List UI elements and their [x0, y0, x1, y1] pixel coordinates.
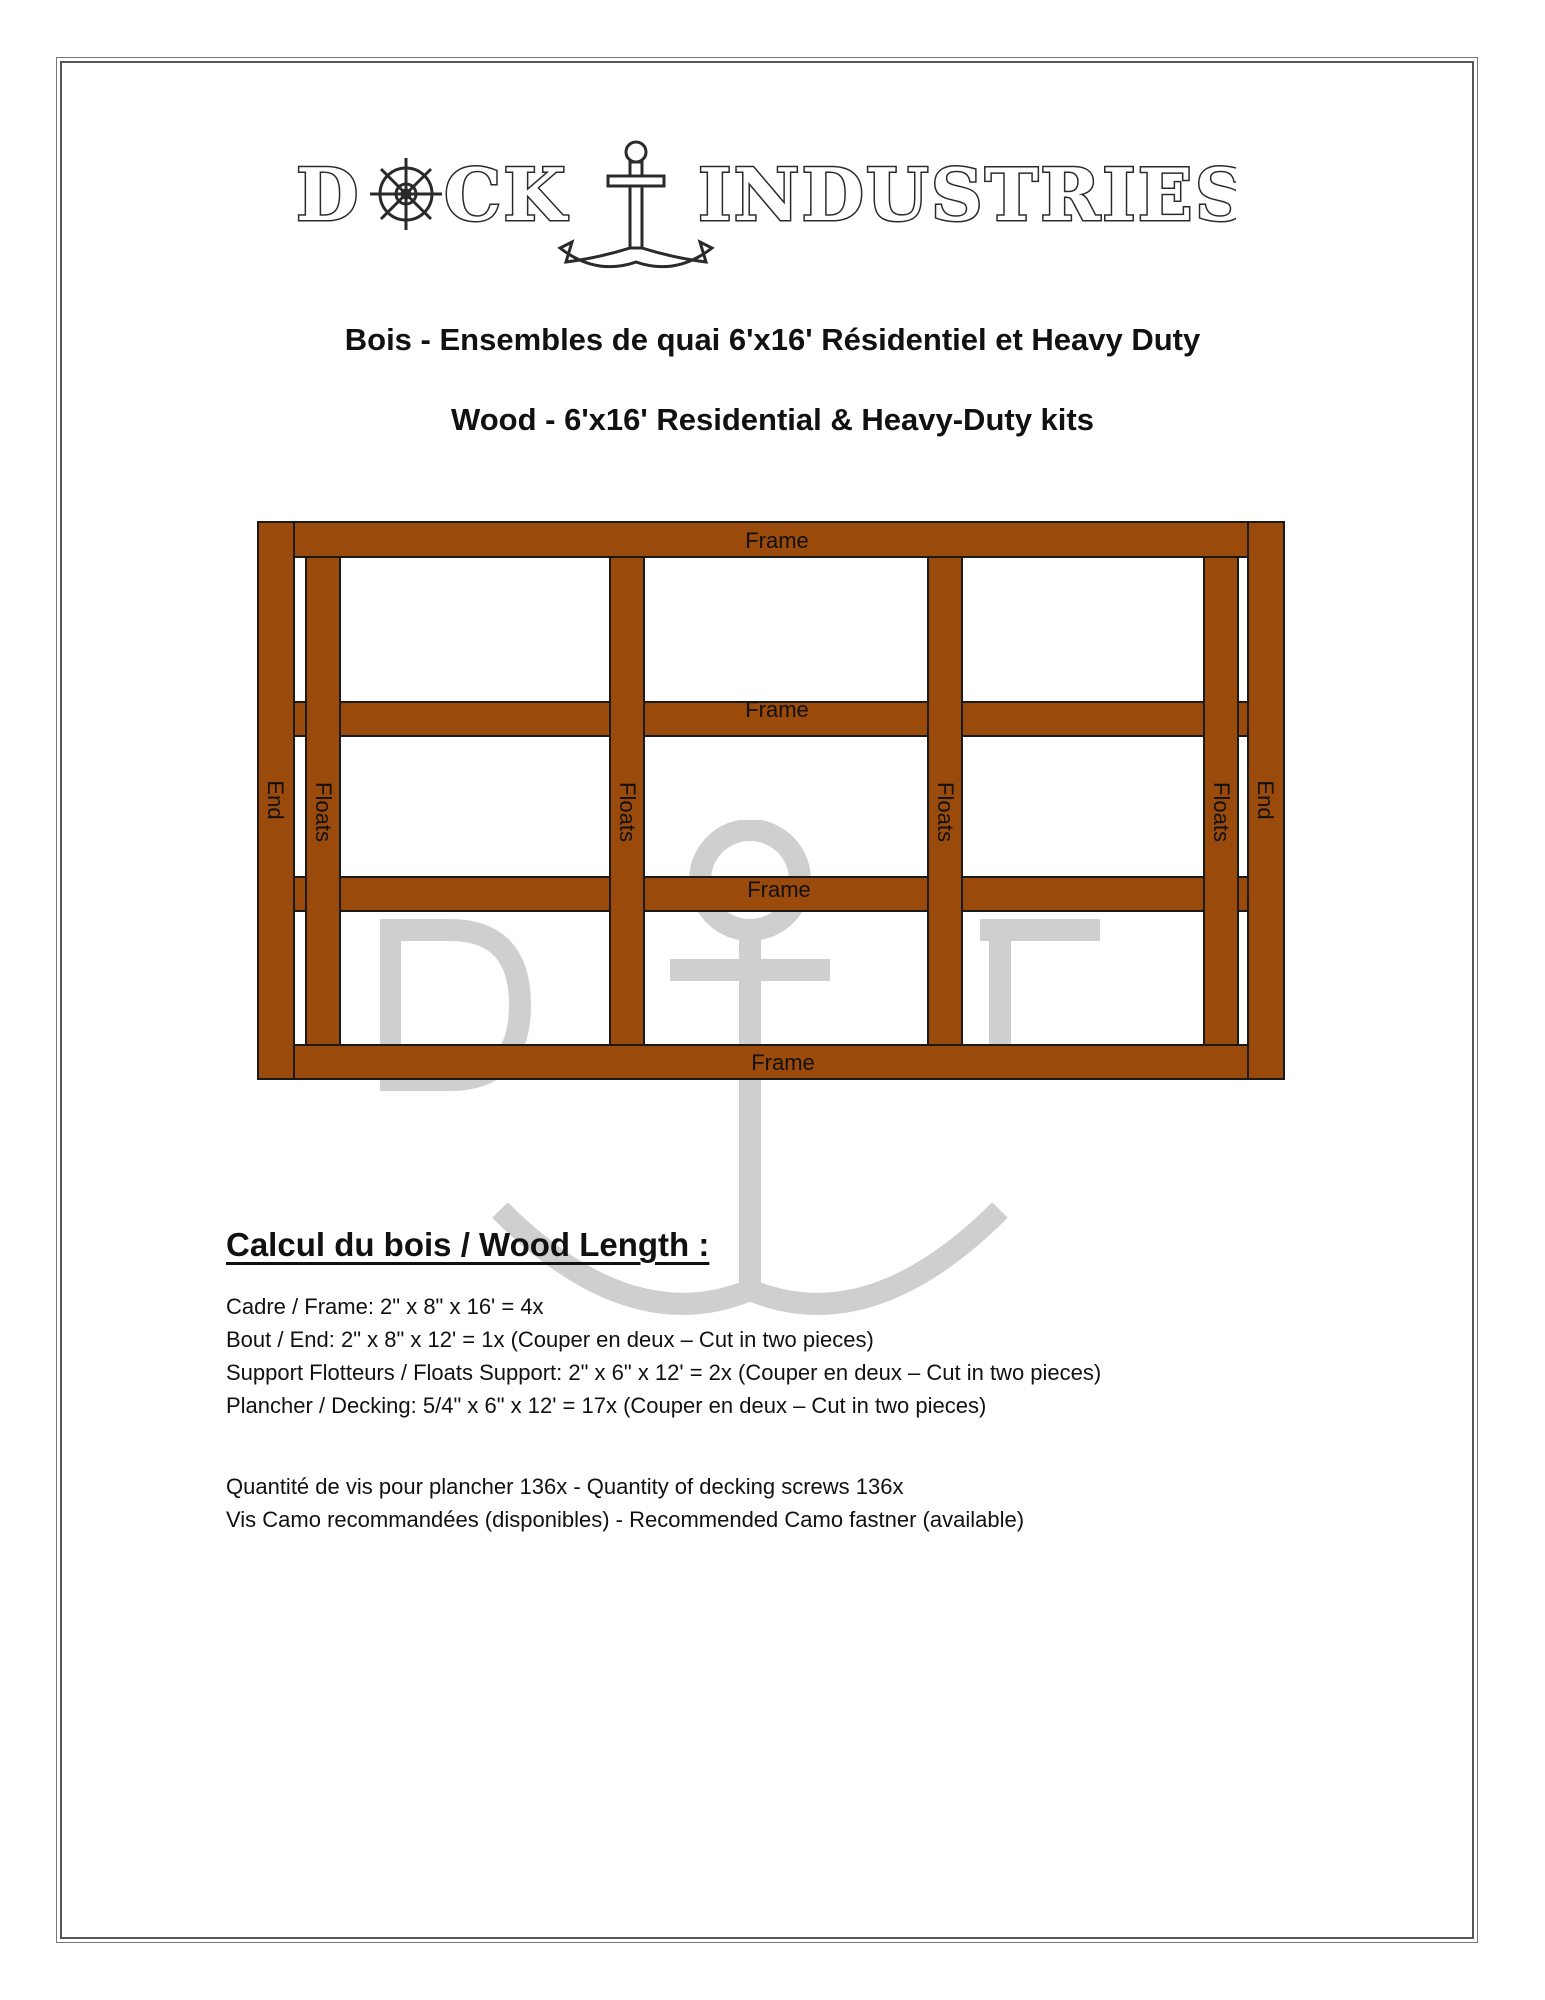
- ships-wheel-icon: [370, 158, 442, 230]
- camo-fastener-note: Vis Camo recommandées (disponibles) - Recommended Camo fastner (available): [226, 1507, 1025, 1532]
- float-label-4: Floats: [1209, 782, 1234, 842]
- frame-label-bottom: Frame: [751, 1050, 815, 1075]
- wood-length-heading: Calcul du bois / Wood Length :: [226, 1226, 710, 1263]
- end-label-left: End: [263, 780, 288, 820]
- logo-letters-industries: INDUSTRIES: [698, 152, 1236, 237]
- logo-letters-ck: CK: [444, 152, 568, 237]
- screw-notes: [226, 1470, 1024, 1536]
- list-item-end: Bout / End: 2" x 8" x 12' = 1x (Couper en deux – Cut in two pieces): [226, 1327, 874, 1352]
- float-label-3: Floats: [933, 782, 958, 842]
- dock-industries-logo: [296, 136, 1236, 276]
- page-title-english: Wood - 6'x16' Residential & Heavy-Duty kits: [451, 402, 1094, 437]
- frame-label-top: Frame: [745, 528, 809, 553]
- logo-letter-d: D: [296, 152, 361, 237]
- dock-frame-diagram: [256, 520, 1286, 1085]
- float-label-1: Floats: [311, 782, 336, 842]
- float-label-2: Floats: [615, 782, 640, 842]
- wood-length-list: [226, 1290, 1101, 1422]
- page-title-french: Bois - Ensembles de quai 6'x16' Résidentiel et Heavy Duty: [344, 322, 1201, 357]
- logo-graphic: [296, 136, 1236, 276]
- end-label-right: End: [1253, 780, 1278, 820]
- anchor-icon: [560, 142, 712, 267]
- frame-label-middle-2: Frame: [747, 877, 811, 902]
- screw-quantity-note: Quantité de vis pour plancher 136x - Quantity of decking screws 136x: [226, 1474, 904, 1499]
- frame-label-middle-1: Frame: [745, 697, 809, 722]
- list-item-decking: Plancher / Decking: 5/4" x 6" x 12' = 17x (Couper en deux – Cut in two pieces): [226, 1393, 987, 1418]
- list-item-frame: Cadre / Frame: 2" x 8" x 16' = 4x: [226, 1294, 544, 1319]
- list-item-floats-support: Support Flotteurs / Floats Support: 2" x 6" x 12' = 2x (Couper en deux – Cut in two pieces): [226, 1360, 1102, 1385]
